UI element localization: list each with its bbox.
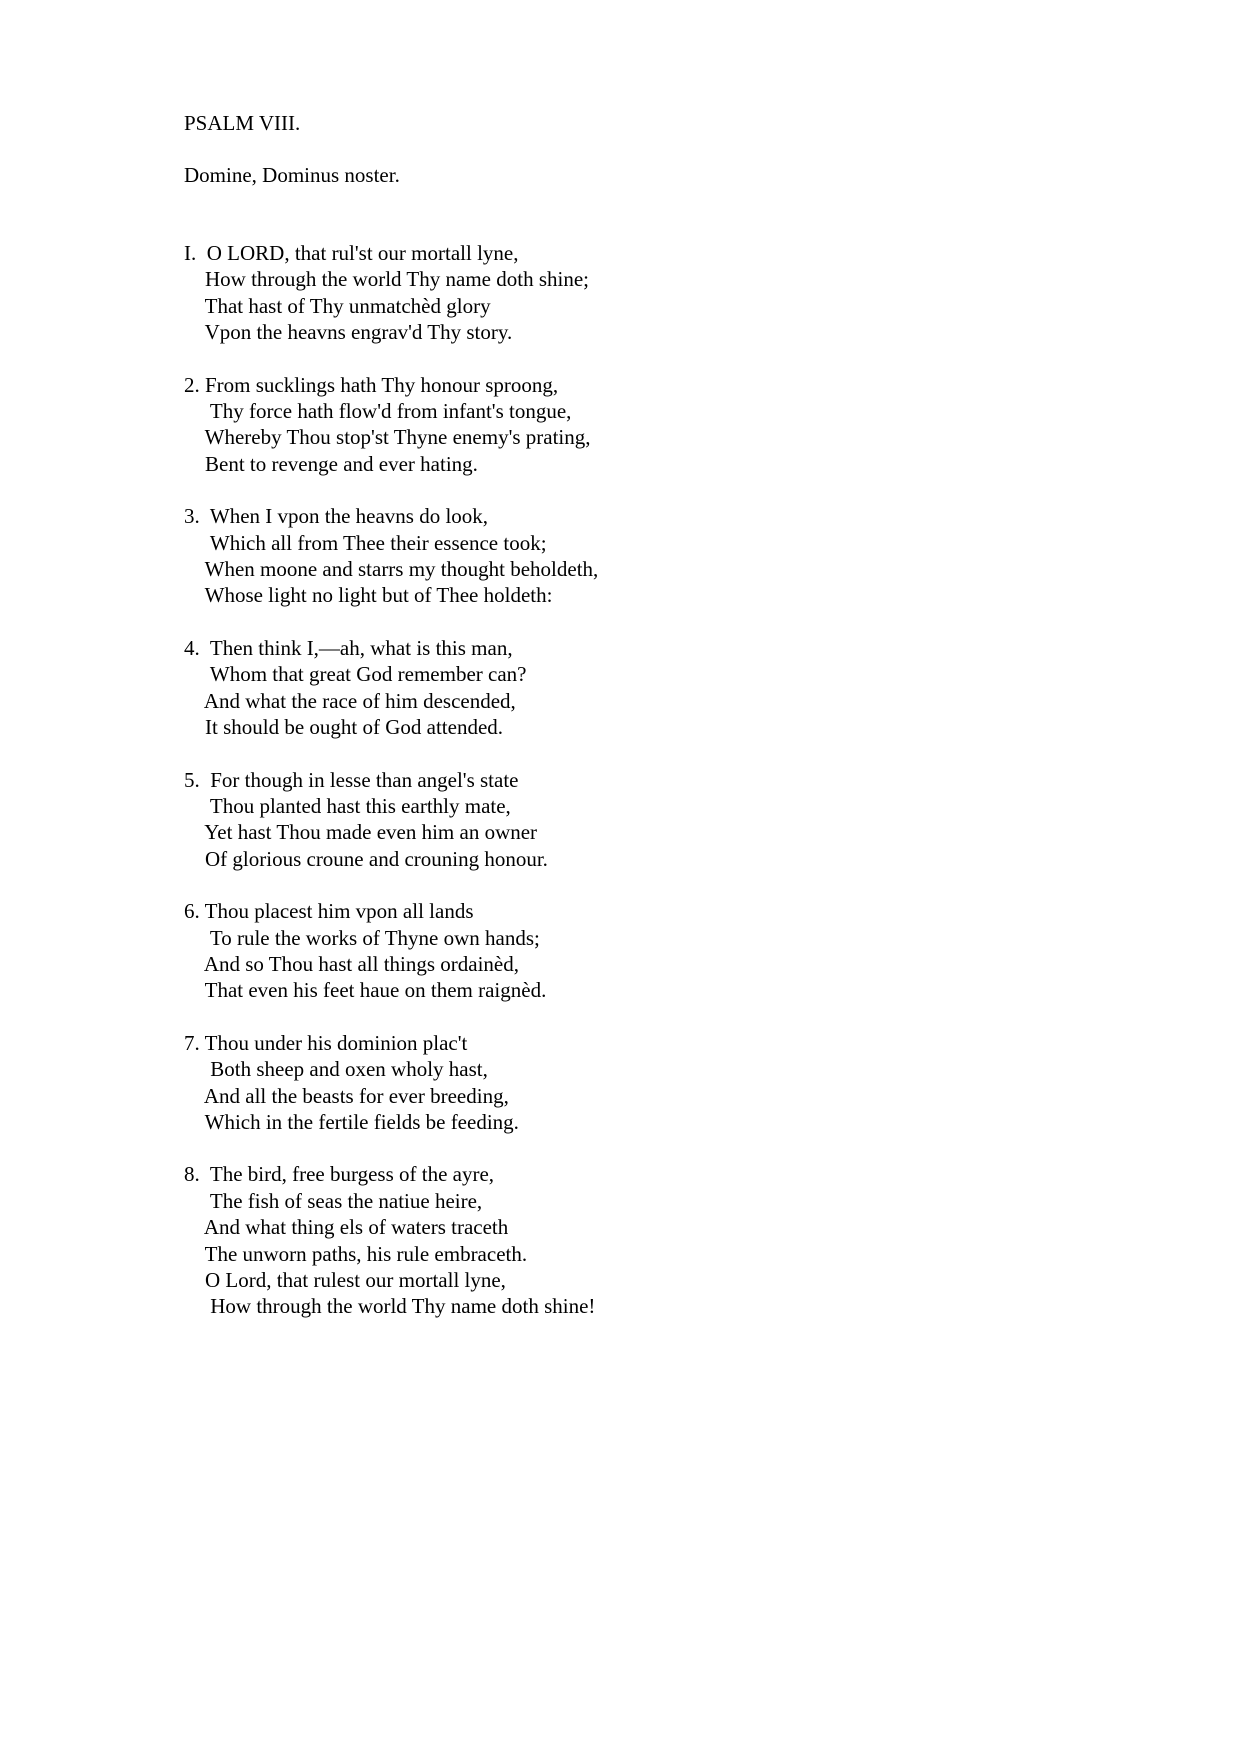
verse-line: Both sheep and oxen wholy hast, — [184, 1057, 488, 1082]
verse-line: To rule the works of Thyne own hands; — [184, 925, 540, 950]
verse-line: And all the beasts for ever breeding, — [184, 1083, 509, 1108]
verse-line: And what the race of him descended, — [184, 688, 516, 713]
verse-line: 3. When I vpon the heavns do look, — [184, 504, 489, 529]
verse-line: 8. The bird, free burgess of the ayre, — [184, 1162, 495, 1187]
verse-line: How through the world Thy name doth shine; — [184, 267, 589, 292]
verse-line: The fish of seas the natiue heire, — [184, 1188, 483, 1213]
verse-line: That even his feet haue on them raignèd. — [184, 978, 547, 1003]
verse-line: And what thing els of waters traceth — [184, 1215, 509, 1240]
document-page — [184, 110, 1144, 1346]
verse-line: Of glorious croune and crouning honour. — [184, 846, 548, 871]
verse-line: Whom that great God remember can? — [184, 662, 527, 687]
verse-line: Yet hast Thou made even him an owner — [184, 820, 538, 845]
verse-line: Whose light no light but of Thee holdeth: — [184, 583, 553, 608]
stanza — [184, 1030, 1144, 1136]
verse-line: It should be ought of God attended. — [184, 715, 504, 740]
verse-line: Which in the fertile fields be feeding. — [184, 1109, 519, 1134]
verse-line: I. O LORD, that rul'st our mortall lyne, — [184, 241, 519, 265]
stanza — [184, 898, 1144, 1004]
psalm-subtitle: Domine, Dominus noster. — [184, 163, 400, 187]
verse-line: O Lord, that rulest our mortall lyne, — [184, 1268, 506, 1292]
verse-line: When moone and starrs my thought beholdeth, — [184, 557, 599, 582]
verse-line: Which all from Thee their essence took; — [184, 530, 547, 555]
verse-line: The unworn paths, his rule embraceth. — [184, 1241, 528, 1266]
psalm-title: PSALM VIII. — [184, 111, 301, 135]
stanza — [184, 372, 1144, 478]
verse-line: 5. For though in lesse than angel's state — [184, 767, 519, 792]
verse-line: 7. Thou under his dominion plac't — [184, 1030, 468, 1055]
stanza — [184, 767, 1144, 873]
verse-line: 4. Then think I,—ah, what is this man, — [184, 635, 513, 660]
verse-line: And so Thou hast all things ordainèd, — [184, 951, 520, 976]
verse-line: Vpon the heavns engrav'd Thy story. — [184, 320, 513, 345]
verse-line: How through the world Thy name doth shine! — [184, 1294, 596, 1319]
verse-line: Thou planted hast this earthly mate, — [184, 793, 511, 818]
stanza — [184, 503, 1144, 609]
verse-line: Bent to revenge and ever hating. — [184, 451, 478, 476]
verse-line: That hast of Thy unmatchèd glory — [184, 293, 491, 318]
verse-line: Whereby Thou stop'st Thyne enemy's prating, — [184, 425, 591, 450]
verse-line: 6. Thou placest him vpon all lands — [184, 899, 474, 924]
stanza — [184, 635, 1144, 741]
stanza — [184, 1161, 1144, 1319]
verse-line: Thy force hath flow'd from infant's tongue, — [184, 399, 572, 424]
stanza — [184, 240, 1144, 346]
stanza-list — [184, 240, 1144, 1320]
verse-line: 2. From sucklings hath Thy honour sproong, — [184, 372, 559, 397]
